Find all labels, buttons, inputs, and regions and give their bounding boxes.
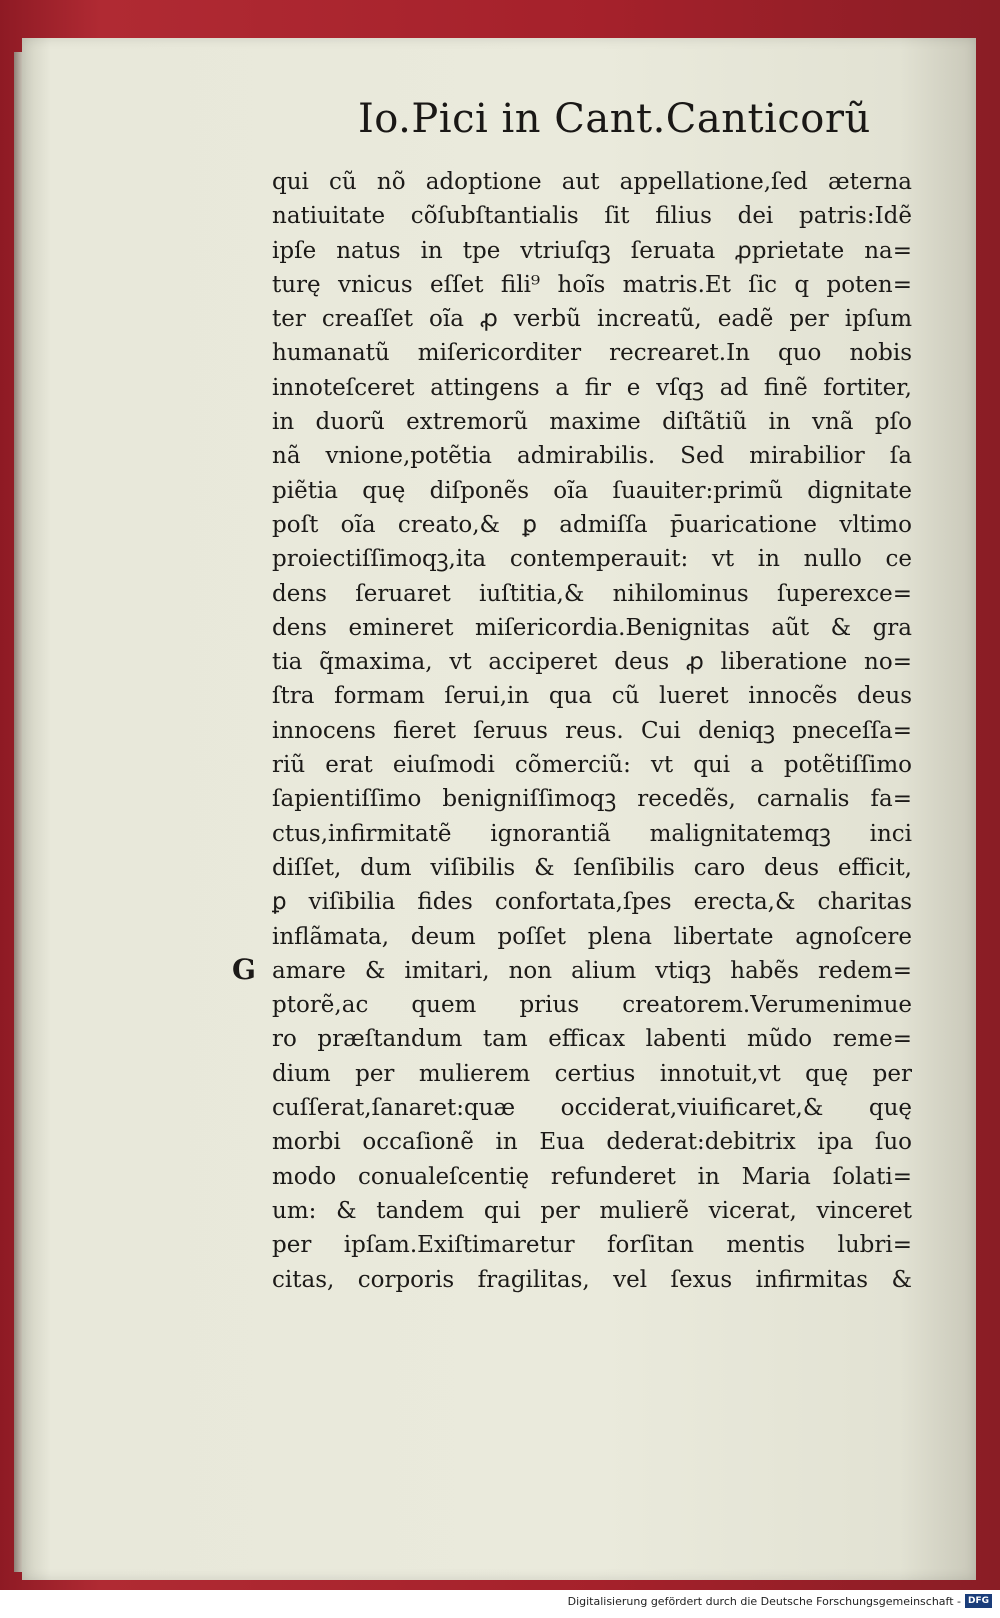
text-line: humanatũ miſericorditer recrearet.In quo nobis <box>272 340 912 367</box>
text-line: ſapientiſſimo benigniſſimoqꝫ recedẽs, carnalis fa= <box>272 786 912 813</box>
text-line: morbi occaſionẽ in Eua dederat:debitrix ipa ſuo <box>272 1129 912 1156</box>
page-stack-edge <box>14 52 22 1572</box>
text-line: citas, corporis fragilitas, vel ſexus infirmitas & <box>272 1266 912 1293</box>
text-line: piẽtia quę diſponẽs oĩa ſuauiter:primũ dignitate <box>272 477 912 504</box>
text-line: ter creaſſet oĩa ꝓ verbũ increatũ, eadẽ per ipſum <box>272 306 912 333</box>
text-line: turę vnicus eſſet fili⁹ hoĩs matris.Et ſic q poten= <box>272 271 912 298</box>
text-line: per ipſam.Exiſtimaretur forſitan mentis lubri= <box>272 1232 912 1259</box>
text-line: ꝑ viſibilia fides confortata,ſpes erecta,& charitas <box>272 889 912 916</box>
text-line: ro præſtandum tam efficax labenti mũdo reme= <box>272 1026 912 1053</box>
text-line: riũ erat eiuſmodi cõmerciũ: vt qui a potẽtiſſimo <box>272 752 912 779</box>
text-line: ctus,infirmitatẽ ignorantiã malignitatemqꝫ inci <box>272 820 912 847</box>
text-line: dens ſeruaret iuſtitia,& nihilominus ſuperexce= <box>272 580 912 607</box>
text-line: proiectiſſimoqꝫ,ita contemperauit: vt in nullo ce <box>272 546 912 573</box>
text-line: um: & tandem qui per mulierẽ vicerat, vinceret <box>272 1197 912 1224</box>
body-text <box>272 165 912 1297</box>
text-line: qui cũ nõ adoptione aut appellatione,ſed æterna <box>272 169 912 195</box>
text-line: dium per mulierem certius innotuit,vt quę per <box>272 1060 912 1087</box>
text-line: nã vnione,potẽtia admirabilis. Sed mirabilior ſa <box>272 443 912 470</box>
text-line: in duorũ extremorũ maxime diſtãtiũ in vnã pſo <box>272 409 912 436</box>
text-line: amare & imitari, non alium vtiqꝫ habẽs redem= <box>272 957 912 984</box>
text-line: tia q̃maxima, vt acciperet deus ꝓ liberatione no= <box>272 649 912 676</box>
text-line: inflãmata, deum poſſet plena libertate agnoſcere <box>272 923 912 950</box>
text-line: ſtra formam ſerui,in qua cũ lueret innocẽs deus <box>272 683 912 710</box>
text-line: diſſet, dum viſibilis & ſenſibilis caro deus efficit, <box>272 854 912 881</box>
text-line: poſt oĩa creato,& ꝑ admiſſa p̄uaricatione vltimo <box>272 511 912 538</box>
text-line: ptorẽ,ac quem prius creatorem.Verumenimue <box>272 992 912 1019</box>
marginal-initial-letter: G <box>232 953 256 986</box>
dfg-logo: DFG <box>965 1594 992 1608</box>
running-head: Io.Pici in Cant.Canticorũ <box>358 96 871 142</box>
text-line: ipſe natus in tpe vtriuſqꝫ ſeruata ꝓprietate na= <box>272 237 912 264</box>
text-line: modo conualeſcentię refunderet in Maria ſolati= <box>272 1163 912 1190</box>
text-line: cuſſerat,ſanaret:quæ occiderat,viuificaret,& quę <box>272 1095 912 1122</box>
text-line: innocens fieret ſeruus reus. Cui deniqꝫ pneceſſa= <box>272 717 912 744</box>
footer-credit-text: Digitalisierung gefördert durch die Deutsche Forschungsgemeinschaft - <box>567 1594 961 1608</box>
digitization-footer <box>568 1594 992 1608</box>
text-line: dens emineret miſericordia.Benignitas aũt & gra <box>272 614 912 641</box>
text-line: innoteſceret attingens a fir e vſqꝫ ad finẽ fortiter, <box>272 374 912 401</box>
text-line: natiuitate cõſubſtantialis ſit filius dei patris:Idẽ <box>272 203 912 230</box>
